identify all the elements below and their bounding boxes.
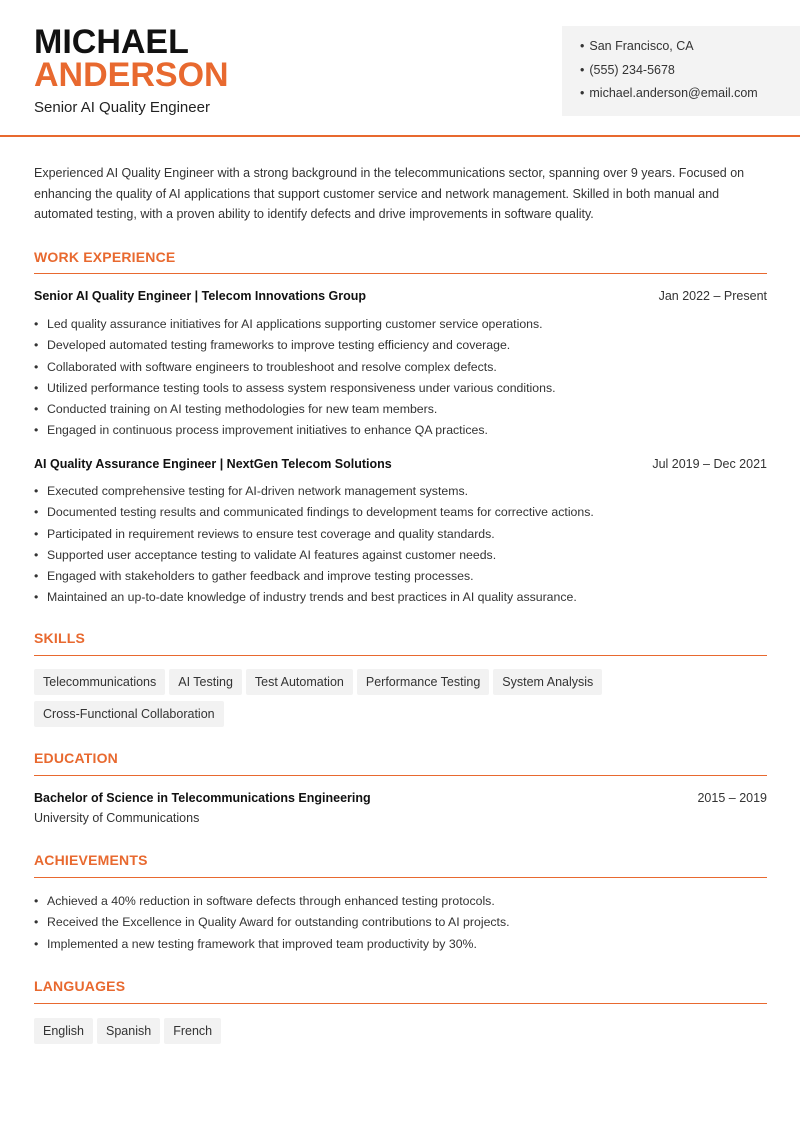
languages-tags (34, 1018, 767, 1050)
job-2-role: AI Quality Assurance Engineer | NextGen Telecom Solutions (34, 457, 392, 471)
summary-text: Experienced AI Quality Engineer with a strong background in the telecommunications sector, spanning over 9 years. Focused on enhancing the quality of AI applications that support customer service and network management. Skilled in both manual and automated testing, with a proven ability to identify defects and drive improvements in software quality. (34, 166, 745, 221)
achievements-divider (34, 877, 767, 878)
job-2-dates: Jul 2019 – Dec 2021 (652, 457, 767, 471)
list-item: • Executed comprehensive testing for AI-driven network management systems. (34, 483, 767, 504)
skill-tag: Telecommunications (34, 669, 165, 695)
skills-heading: SKILLS (34, 630, 85, 646)
education-heading: EDUCATION (34, 750, 118, 766)
list-item: • Engaged in continuous process improvement initiatives to enhance QA practices. (34, 422, 767, 443)
first-name: MICHAEL (34, 23, 189, 61)
list-item: • Supported user acceptance testing to validate AI features against customer needs. (34, 547, 767, 568)
education-divider (34, 775, 767, 776)
skill-tag: Performance Testing (357, 669, 489, 695)
achievements-list (34, 893, 767, 957)
language-tag: English (34, 1018, 93, 1044)
job-2-bullets (34, 483, 767, 611)
job-1-header (34, 289, 767, 307)
list-item: • Engaged with stakeholders to gather feedback and improve testing processes. (34, 568, 767, 589)
skill-tag: Test Automation (246, 669, 353, 695)
last-name: ANDERSON (34, 56, 229, 94)
list-item: • Conducted training on AI testing methodologies for new team members. (34, 401, 767, 422)
languages-heading: LANGUAGES (34, 978, 126, 994)
list-item: • Developed automated testing frameworks to improve testing efficiency and coverage. (34, 337, 767, 358)
education-school: University of Communications (34, 811, 200, 825)
skills-divider (34, 655, 767, 656)
education-header (34, 791, 767, 809)
education-degree: Bachelor of Science in Telecommunications Engineering (34, 791, 371, 805)
list-item: • Achieved a 40% reduction in software defects through enhanced testing protocols. (34, 893, 767, 914)
achievements-heading: ACHIEVEMENTS (34, 852, 148, 868)
job-1-bullets (34, 316, 767, 444)
languages-divider (34, 1003, 767, 1004)
contact-location: • San Francisco, CA (580, 38, 758, 62)
list-item: • Implemented a new testing framework that improved team productivity by 30%. (34, 936, 767, 957)
list-item: • Utilized performance testing tools to assess system responsiveness under various conditions. (34, 380, 767, 401)
education-dates: 2015 – 2019 (697, 791, 767, 805)
contact-box (562, 26, 800, 116)
contact-phone[interactable]: • (555) 234-5678 (580, 62, 758, 86)
list-item: • Participated in requirement reviews to ensure test coverage and quality standards. (34, 526, 767, 547)
list-item: • Collaborated with software engineers to troubleshoot and resolve complex defects. (34, 359, 767, 380)
work-experience-heading: WORK EXPERIENCE (34, 249, 176, 265)
header-divider (0, 135, 800, 137)
list-item: • Led quality assurance initiatives for AI applications supporting customer service operations. (34, 316, 767, 337)
contact-email[interactable]: • michael.anderson@email.com (580, 85, 758, 109)
skills-tags (34, 669, 767, 733)
language-tag: French (164, 1018, 221, 1044)
job-title: Senior AI Quality Engineer (34, 99, 210, 116)
job-2-header (34, 457, 767, 475)
language-tag: Spanish (97, 1018, 160, 1044)
list-item: • Maintained an up-to-date knowledge of industry trends and best practices in AI quality assurance. (34, 589, 767, 610)
job-1-role: Senior AI Quality Engineer | Telecom Innovations Group (34, 289, 367, 303)
skill-tag: System Analysis (493, 669, 602, 695)
skill-tag: AI Testing (169, 669, 242, 695)
list-item: • Received the Excellence in Quality Award for outstanding contributions to AI projects. (34, 914, 767, 935)
skill-tag: Cross-Functional Collaboration (34, 701, 224, 727)
list-item: • Documented testing results and communicated findings to development teams for corrective actions. (34, 504, 767, 525)
job-1-dates: Jan 2022 – Present (658, 289, 767, 303)
contact-list (580, 38, 758, 109)
work-experience-divider (34, 273, 767, 274)
resume-header (0, 0, 800, 137)
